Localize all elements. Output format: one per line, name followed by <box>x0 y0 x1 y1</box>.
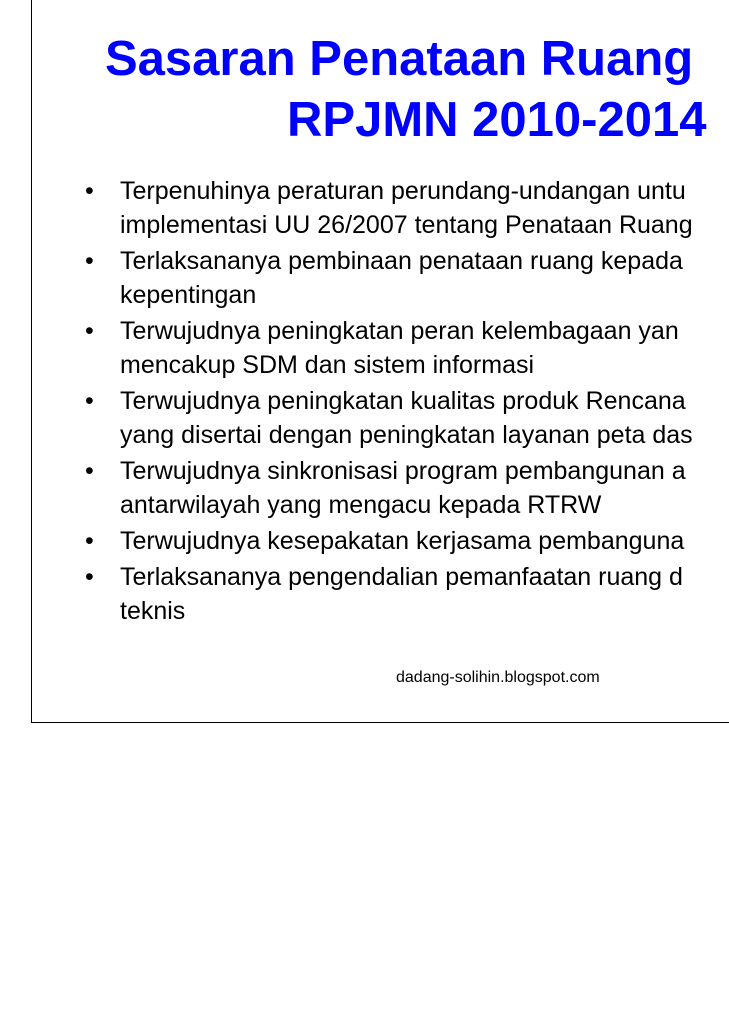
bullet-text-line-2: implementasi UU 26/2007 tentang Penataan Ruang <box>120 211 693 239</box>
title-line-1: Sasaran Penataan Ruang <box>105 32 694 86</box>
bullet-item <box>0 244 729 312</box>
bullet-item <box>0 454 729 522</box>
title-line-2: RPJMN 2010-2014 <box>287 93 707 147</box>
bullet-item <box>0 174 729 242</box>
bullet-text-line-1: Terlaksananya pengendalian pemanfaatan ruang d <box>120 563 683 591</box>
bullet-text-line-1: Terpenuhinya peraturan perundang-undangan untu <box>120 177 686 205</box>
bullet-dot: • <box>85 563 94 591</box>
bullet-text-line-2: mencakup SDM dan sistem informasi <box>120 351 535 379</box>
bullet-dot: • <box>85 317 94 345</box>
bullet-dot: • <box>85 247 94 275</box>
bullet-text-line-1: Terwujudnya sinkronisasi program pembangunan a <box>120 457 686 485</box>
bullet-dot: • <box>85 387 94 415</box>
bullet-item <box>0 384 729 452</box>
bullet-item <box>0 524 729 558</box>
bullet-item <box>0 560 729 628</box>
bullet-text-line-2: teknis <box>120 597 186 625</box>
bullet-item <box>0 314 729 382</box>
bullet-text-line-1: Terwujudnya peningkatan peran kelembagaan yan <box>120 317 679 345</box>
bullet-text-line-1: Terwujudnya kesepakatan kerjasama pembanguna <box>120 527 685 555</box>
bullet-dot: • <box>85 457 94 485</box>
bullet-list <box>0 174 729 630</box>
bullet-dot: • <box>85 527 94 555</box>
bullet-dot: • <box>85 177 94 205</box>
bullet-text-line-2: antarwilayah yang mengacu kepada RTRW <box>120 491 602 519</box>
bullet-text-line-2: kepentingan <box>120 281 257 309</box>
bullet-text-line-1: Terwujudnya peningkatan kualitas produk Rencana <box>120 387 686 415</box>
bullet-text-line-2: yang disertai dengan peningkatan layanan peta das <box>120 421 693 449</box>
bullet-text-line-1: Terlaksananya pembinaan penataan ruang kepada <box>120 247 683 275</box>
footer-source: dadang-solihin.blogspot.com <box>396 669 600 686</box>
